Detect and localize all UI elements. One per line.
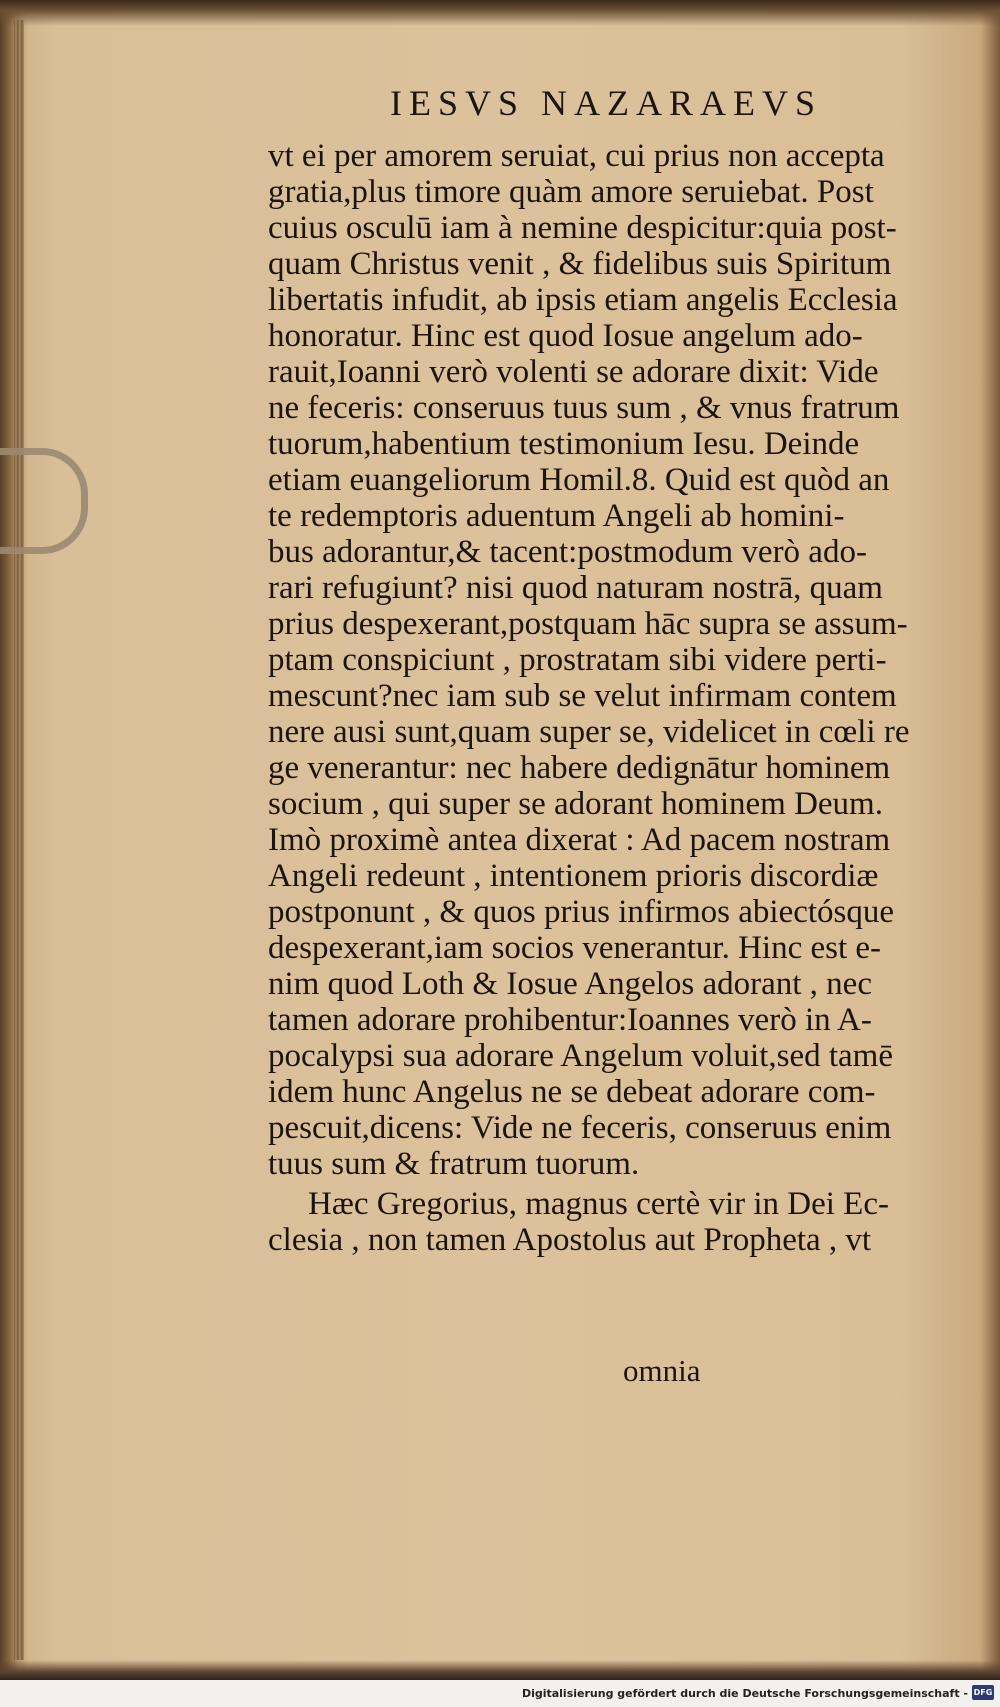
text-line: tamen adorare prohibentur:Ioannes verò in A- — [268, 1002, 872, 1038]
text-line: ge venerantur: nec habere dedignātur hominem — [268, 750, 891, 786]
text-line: honoratur. Hinc est quod Iosue angelum ado- — [268, 318, 863, 354]
paragraph-start-line: Hæc Gregorius, magnus certè vir in Dei Ec- — [308, 1186, 889, 1222]
text-line: pocalypsi sua adorare Angelum voluit,sed tamē — [268, 1038, 894, 1074]
text-line: te redemptoris aduentum Angeli ab homini- — [268, 498, 845, 534]
text-line: clesia , non tamen Apostolus aut Propheta , vt — [268, 1222, 872, 1258]
text-line: ne feceris: conseruus tuus sum , & vnus fratrum — [268, 390, 900, 426]
footer-credit: Digitalisierung gefördert durch die Deutsche Forschungsgemeinschaft - — [521, 1687, 968, 1700]
text-line: etiam euangeliorum Homil.8. Quid est quòd an — [268, 462, 890, 498]
text-line: quam Christus venit , & fidelibus suis Spiritum — [268, 246, 892, 282]
running-header: IESVS NAZARAEVS — [390, 83, 823, 123]
book-page-edges — [14, 20, 24, 1660]
text-line: gratia,plus timore quàm amore seruiebat. Post — [268, 174, 874, 210]
text-line: Imò proximè antea dixerat : Ad pacem nostram — [268, 822, 891, 858]
text-line: nere ausi sunt,quam super se, videlicet in cœli re — [268, 714, 910, 750]
text-line: rauit,Ioanni verò volenti se adorare dixit: Vide — [268, 354, 879, 390]
text-line: prius despexerant,postquam hāc supra se assum- — [268, 606, 908, 642]
text-line: despexerant,iam socios venerantur. Hinc est e- — [268, 930, 882, 966]
text-line: mescunt?nec iam sub se velut infirmam contem — [268, 678, 897, 714]
footer-bar — [0, 1680, 1000, 1707]
text-line: bus adorantur,& tacent:postmodum verò ado- — [268, 534, 867, 570]
text-line: pescuit,dicens: Vide ne feceris, conseruus enim — [268, 1110, 892, 1146]
text-line: Angeli redeunt , intentionem prioris discordiæ — [268, 858, 879, 894]
catchword: omnia — [623, 1353, 701, 1388]
text-line: cuius osculū iam à nemine despicitur:quia post- — [268, 210, 897, 246]
text-line: libertatis infudit, ab ipsis etiam angelis Ecclesia — [268, 282, 898, 318]
text-line: postponunt , & quos prius infirmos abiectósque — [268, 894, 895, 930]
text-line: nim quod Loth & Iosue Angelos adorant , nec — [268, 966, 872, 1002]
book-clasp — [0, 448, 88, 554]
dfg-logo-icon: DFG — [972, 1685, 994, 1700]
text-line: tuorum,habentium testimonium Iesu. Deinde — [268, 426, 860, 462]
text-line: vt ei per amorem seruiat, cui prius non accepta — [268, 138, 885, 174]
text-line: idem hunc Angelus ne se debeat adorare com- — [268, 1074, 876, 1110]
text-line: tuus sum & fratrum tuorum. — [268, 1146, 640, 1182]
text-line: ptam conspiciunt , prostratam sibi videre perti- — [268, 642, 887, 678]
text-line: rari refugiunt? nisi quod naturam nostrā, quam — [268, 570, 883, 606]
text-line: socium , qui super se adorant hominem Deum. — [268, 786, 883, 822]
